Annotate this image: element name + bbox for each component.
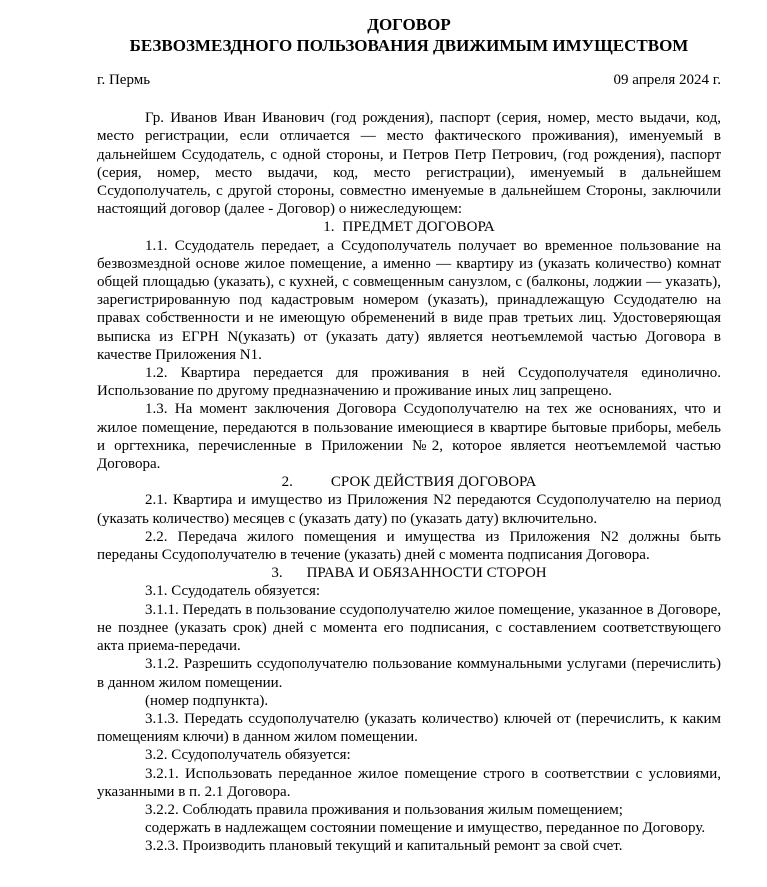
clause: 1.3. На момент заключения Договора Ссудополучателю на тех же основаниях, что и жилое помещение, передаются в пользование имеющиеся в квартире бытовые приборы, мебель и оргтехника, перечисленные в Приложении №2, которое является неотъемлемой частью Договора. xyxy=(97,401,721,473)
contract-date: 09 апреля 2024 г. xyxy=(613,72,721,88)
city: г. Пермь xyxy=(97,72,151,88)
document-page xyxy=(97,14,721,856)
clause: 3.1.1. Передать в пользование ссудополучателю жилое помещение, указанное в Договоре, не позднее (указать срок) дней с момента его подписания, с составлением соответствующего акта приема-передачи. xyxy=(97,601,721,655)
document-title: ДОГОВОР xyxy=(367,15,451,34)
clause: 1.2. Квартира передается для проживания в ней Ссудополучателя единолично. Использование по другому предназначению и проживание иных лиц запрещено. xyxy=(97,365,721,400)
section-title: ПРЕДМЕТ ДОГОВОРА xyxy=(342,219,495,236)
clause: 3.2.1. Использовать переданное жилое помещение строго в соответствии с условиями, указанными в п. 2.1 Договора. xyxy=(97,765,721,800)
document-subtitle: БЕЗВОЗМЕЗДНОГО ПОЛЬЗОВАНИЯ ДВИЖИМЫМ ИМУЩЕСТВОМ xyxy=(129,36,689,55)
clause: 3.2.2. Соблюдать правила проживания и пользования жилым помещением; xyxy=(145,801,623,818)
clause: 3.1.3. Передать ссудополучателю (указать количество) ключей от (перечислить, к каким помещениям ключи) в данном жилом помещении. xyxy=(97,710,721,746)
clause: 3.1.2. Разрешить ссудополучателю пользование коммунальными услугами (перечислить) в данном жилом помещении. xyxy=(97,656,721,691)
section-heading xyxy=(97,218,721,236)
section-title: СРОК ДЕЙСТВИЯ ДОГОВОРА xyxy=(330,474,537,491)
clause: 2.2. Передача жилого помещения и имущества из Приложения N2 должны быть переданы Ссудополучателю в течение (указать) дней с момента подписания Договора. xyxy=(97,528,721,564)
section-number: 1. xyxy=(323,219,335,236)
clause: 1.1. Ссудодатель передает, а Ссудополучатель получает во временное пользование на безвозмездной основе жилое помещение, а именно — квартиру из (указать количество) комнат общей площадью (указать), с кухней, с совмещенным санузлом, с (балконы, лоджии — указать), зарегистрированную под кадастровым номером (указать), принадлежащую Ссудодателю на правах собственности и не имеющую обременений в виде прав третьих лиц. Удостоверяющая выписка из ЕГРН N(указать) от (указать дату) является неотъемлемой частью Договора в качестве Приложения N1. xyxy=(97,237,721,363)
section-number: 2. xyxy=(281,474,293,491)
section-heading xyxy=(97,564,721,582)
clause: содержать в надлежащем состоянии помещение и имущество, переданное по Договору. xyxy=(145,820,706,837)
place-date-row xyxy=(97,71,721,89)
section-heading xyxy=(97,473,721,491)
subclause-placeholder: (номер подпункта). xyxy=(145,692,269,709)
clause: 2.1. Квартира и имущество из Приложения N2 передаются Ссудополучателю на период (указать количество) месяцев с (указать дату) по (указать дату) включительно. xyxy=(97,492,721,527)
section-number: 3. xyxy=(271,565,283,582)
clause: 3.2. Ссудополучатель обязуется: xyxy=(145,747,351,764)
preamble: Гр. Иванов Иван Иванович (год рождения), паспорт (серия, номер, место выдачи, код, место регистрации, если отличается — место фактического проживания), именуемый в дальнейшем Ссудодатель, с одной стороны, и Петров Петр Петрович, (год рождения), паспорт (серия, номер, место выдачи, код, место регистрации), именуемый в дальнейшем Ссудополучатель, с другой стороны, совместно именуемые в дальнейшем Стороны, заключили настоящий договор (далее - Договор) о нижеследующем: xyxy=(97,110,721,218)
clause: 3.2.3. Производить плановый текущий и капитальный ремонт за свой счет. xyxy=(145,838,623,855)
section-title: ПРАВА И ОБЯЗАННОСТИ СТОРОН xyxy=(306,565,547,582)
clause: 3.1. Ссудодатель обязуется: xyxy=(145,583,321,600)
